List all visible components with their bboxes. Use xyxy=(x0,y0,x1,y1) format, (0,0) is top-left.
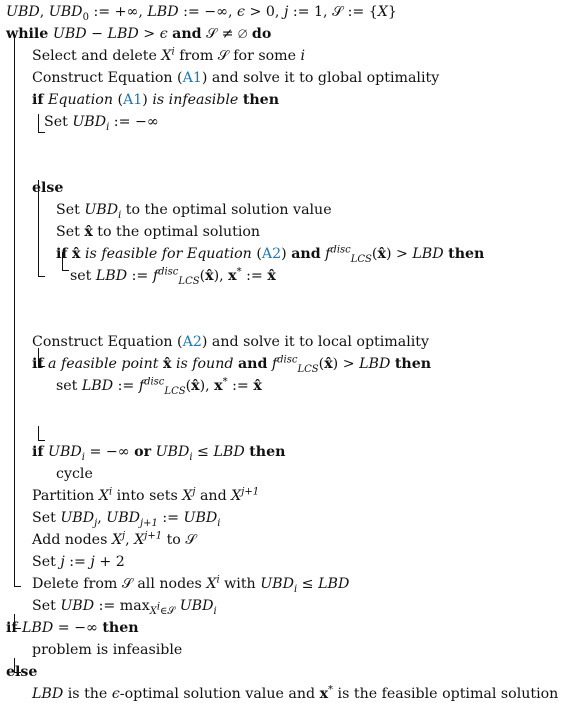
algorithm-line: Set $UBD_i$ to the optimal solution value xyxy=(56,202,332,221)
algorithm-line: Set j := j + 2 xyxy=(32,554,125,570)
algorithm-line: Set x̂ to the optimal solution xyxy=(56,224,261,240)
algorithm-line: Delete from 𝒮 all nodes $X^i$ with $UBD_i$ ≤ LBD xyxy=(32,574,350,595)
algorithm-line: else xyxy=(6,664,38,680)
algorithm-line: Set $UBD_j$, $UBD_{j+1}$ := $UBD_i$ xyxy=(32,510,221,529)
algorithm-line: Construct Equation (A1) and solve it to global optimality xyxy=(32,70,440,86)
algorithm-line: Partition $X^i$ into sets $X^j$ and $X^{j+1}$ xyxy=(32,486,260,504)
algorithm-line: cycle xyxy=(56,466,93,482)
algorithm-line: else xyxy=(32,180,64,196)
algorithm-line: if Equation (A1) is infeasible then xyxy=(32,92,280,108)
algorithm-line: if a feasible point x̂ is found and $f^{disc}_{LCS}(x̂)$ > LBD then xyxy=(32,354,432,375)
cycle-bracket xyxy=(38,426,45,441)
algorithm-line: Select and delete $X^i$ from 𝒮 for some i xyxy=(32,46,306,64)
algorithm-line: problem is infeasible xyxy=(32,642,183,658)
algorithm-line: if x̂ is feasible for Equation (A2) and $f^{disc}_{LCS}(x̂)$ > LBD then xyxy=(56,244,485,265)
algorithm-line: LBD is the ϵ-optimal solution value and x* is the feasible optimal solution xyxy=(32,684,559,702)
algorithm-line: Add nodes $X^j$, $X^{j+1}$ to 𝒮 xyxy=(32,530,197,548)
algorithm-line: Set UBD := $\max_{X^i\in 𝒮} UBD_i$ xyxy=(32,598,217,617)
algorithm-line: Construct Equation (A2) and solve it to local optimality xyxy=(32,334,429,350)
algorithm-line: set LBD := $f^{disc}_{LCS}(x̂)$, x* := x̂ xyxy=(70,266,276,287)
algorithm-line: while UBD − LBD > ϵ and 𝒮 ≠ ∅ do xyxy=(6,26,272,42)
algorithm-line: set LBD := $f^{disc}_{LCS}(x̂)$, x* := x̂ xyxy=(56,376,262,397)
while-bracket xyxy=(14,36,21,587)
algorithm-line: if LBD = −∞ then xyxy=(6,620,139,636)
algorithm-line: Set $UBD_i$ := −∞ xyxy=(44,114,159,133)
algorithm-line: UBD, $UBD_0$ := +∞, LBD := −∞, ϵ > 0, j := 1, 𝒮 := {X} xyxy=(6,4,397,23)
algorithm-line: if $UBD_i$ = −∞ or $UBD_i$ ≤ LBD then xyxy=(32,444,286,463)
